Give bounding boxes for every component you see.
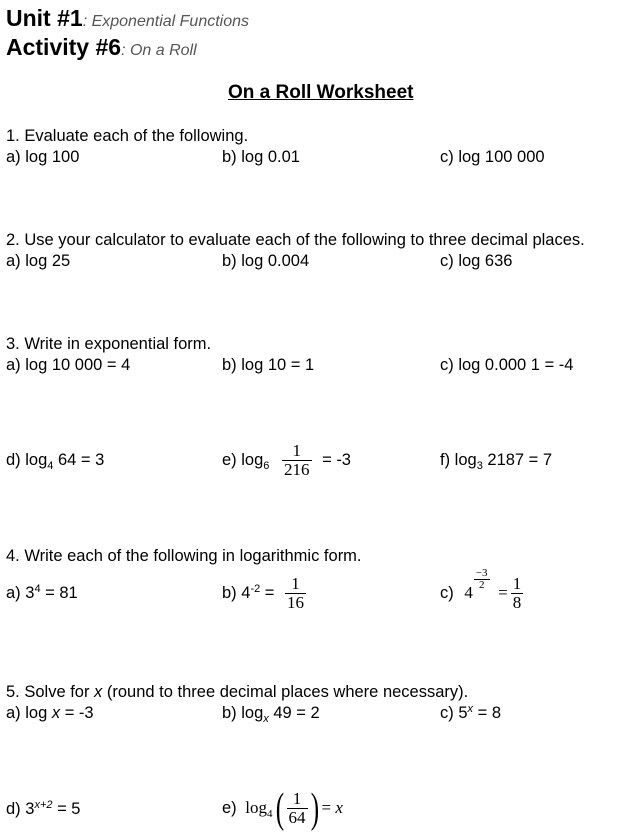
q3-d-log: d) log: [6, 451, 48, 469]
q5-e-numerator: 1: [287, 790, 308, 809]
q5-b: [222, 703, 320, 723]
q1-b: b) log 0.01: [222, 148, 300, 166]
q5-a-variable: x: [51, 704, 61, 722]
q5-b-log: b) log: [222, 704, 264, 722]
q4-b: [222, 573, 306, 613]
q3-e-numerator: 1: [282, 442, 312, 461]
q5-e-denominator: 64: [288, 808, 306, 828]
q3-e: [222, 440, 351, 480]
q4-c: [440, 568, 523, 618]
q5-a-log: a) log: [6, 704, 52, 722]
q3-e-rest: = -3: [322, 451, 351, 469]
q3-e-fraction: [282, 442, 312, 479]
q1-prompt: 1. Evaluate each of the following.: [6, 127, 249, 145]
q4-c-exponent-fraction: [474, 568, 490, 591]
q5-e-right-paren: ): [310, 785, 319, 832]
q5-prompt-variable: x: [94, 683, 103, 701]
q4-b-equals: =: [260, 584, 275, 602]
q4-c-equals: =: [498, 583, 508, 602]
q3-d-rest: 64 = 3: [53, 451, 105, 469]
q5-c-rest: = 8: [473, 704, 501, 722]
q1-a: a) log 100: [6, 148, 80, 166]
q3-f: [440, 450, 552, 470]
worksheet-title: On a Roll Worksheet: [228, 82, 414, 103]
q3-e-denominator: 216: [284, 460, 310, 480]
unit-label: Unit #1: [6, 5, 83, 31]
q5-b-base: x: [263, 713, 269, 725]
q2-c: c) log 636: [440, 252, 513, 270]
q5-b-rest: 49 = 2: [268, 704, 320, 722]
q4-a-base: a) 3: [6, 584, 35, 602]
q3-f-log: f) log: [440, 451, 477, 469]
q5-a: [6, 703, 94, 723]
q3-b: b) log 10 = 1: [222, 356, 315, 374]
q5-e: [222, 784, 343, 832]
q5-prompt-end: (round to three decimal places where necessary).: [102, 683, 469, 701]
q4-b-numerator: 1: [285, 575, 306, 594]
q5-a-rest: = -3: [60, 704, 94, 722]
q2-b: b) log 0.004: [222, 252, 310, 270]
q5-e-label: e): [222, 799, 237, 817]
q5-e-equals: =: [321, 798, 336, 817]
q4-a-exponent: 4: [34, 583, 41, 595]
q3-e-log: e) log: [222, 451, 264, 469]
q5-e-log: log: [245, 798, 267, 817]
q4-c-exp-numerator: −3: [475, 567, 488, 579]
q4-b-exponent: -2: [250, 583, 261, 595]
q2-a: a) log 25: [6, 252, 71, 270]
q4-c-denominator: 8: [512, 593, 522, 613]
unit-title: : Exponential Functions: [82, 13, 250, 30]
activity-heading: [6, 33, 197, 65]
q5-c: [440, 703, 501, 723]
q5-prompt-start: 5. Solve for: [6, 683, 95, 701]
q4-c-label: c): [440, 584, 454, 602]
q4-c-exp-denominator: 2: [478, 579, 485, 591]
q4-c-numerator: 1: [512, 574, 522, 594]
activity-label: Activity #6: [6, 34, 122, 60]
q3-f-base: 3: [476, 460, 483, 472]
q5-d: [6, 799, 80, 819]
q3-c: c) log 0.000 1 = -4: [440, 356, 574, 374]
q5-d-base: d) 3: [6, 800, 35, 818]
q5-d-exponent: x+2: [34, 799, 53, 811]
unit-heading: [6, 4, 249, 36]
q5-e-left-paren: (: [275, 785, 284, 832]
q5-d-rest: = 5: [52, 800, 81, 818]
q4-prompt: 4. Write each of the following in logarithmic form.: [6, 547, 362, 565]
q4-a-rest: = 81: [40, 584, 78, 602]
q4-c-fraction: [511, 575, 524, 612]
q3-e-base: 6: [263, 460, 270, 472]
q3-f-rest: 2187 = 7: [482, 451, 553, 469]
q4-c-base: 4: [464, 583, 473, 602]
q5-e-variable: x: [335, 798, 343, 817]
q4-b-base: b) 4: [222, 584, 251, 602]
q4-a: [6, 583, 78, 603]
q5-c-base: c) 5: [440, 704, 468, 722]
activity-title: : On a Roll: [121, 42, 197, 59]
q3-a: a) log 10 000 = 4: [6, 356, 131, 374]
q3-d: [6, 450, 104, 470]
q5-e-fraction: [287, 790, 308, 827]
q1-c: c) log 100 000: [440, 148, 545, 166]
q3-d-base: 4: [47, 460, 54, 472]
q5-e-base: 4: [267, 808, 273, 820]
q3-prompt: 3. Write in exponential form.: [6, 335, 212, 353]
q4-b-denominator: 16: [287, 593, 305, 613]
q5-prompt: [6, 682, 468, 702]
q5-c-exponent: x: [467, 703, 474, 715]
q2-prompt: 2. Use your calculator to evaluate each of the following to three decimal places.: [6, 231, 585, 249]
q4-b-fraction: [285, 575, 306, 612]
